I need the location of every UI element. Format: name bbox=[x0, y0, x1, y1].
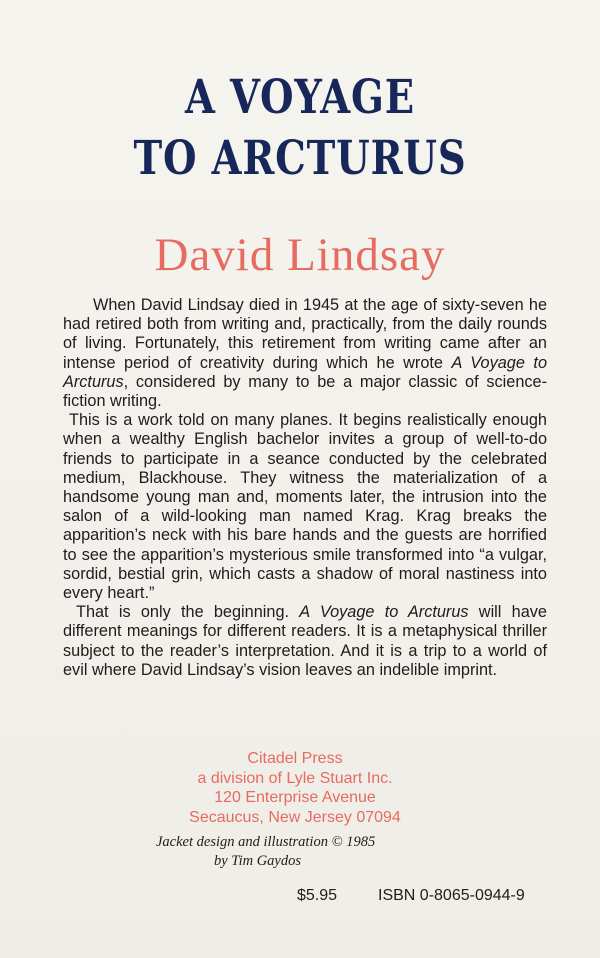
isbn: ISBN 0-8065-0944-9 bbox=[378, 887, 525, 904]
publisher-city: Secaucus, New Jersey 07094 bbox=[189, 808, 401, 826]
blurb-p3-text-b: will have different meanings for different readers. It is a metaphysical thriller subject to the reader’s interpretation. And it is a trip to a world of evil where David Lindsay’s vision leaves an indelible imprint. bbox=[63, 603, 547, 679]
blurb-paragraph-1 bbox=[63, 296, 547, 411]
book-title-line-2: TO ARCTURUS bbox=[133, 131, 467, 186]
publisher-name: Citadel Press bbox=[247, 750, 343, 767]
blurb-p3-text-a: That is only the beginning. bbox=[76, 603, 300, 622]
author-name: David Lindsay bbox=[154, 229, 446, 281]
blurb-p1-book-title: A Voyage to Arcturus bbox=[63, 353, 547, 391]
blurb bbox=[63, 296, 547, 680]
book-title-line-1: A VOYAGE bbox=[185, 70, 415, 125]
jacket-credit bbox=[156, 833, 476, 871]
blurb-paragraph-2: This is a work told on many planes. It begins realistically enough when a wealthy English bachelor invites a group of well-to-do friends to participate in a seance conducted by the celebrated medium, Blackhouse. They witness the materialization of a handsome young man and, moments later, the intrusion into the salon of a wild-looking man named Krag. Krag breaks the apparition’s neck with his bare hands and the guests are horrified to see the apparition’s mysterious smile transformed into “a vulgar, sordid, bestial grin, which casts a shadow of moral nastiness into every heart.” bbox=[63, 411, 547, 603]
publisher-block bbox=[160, 749, 430, 827]
blurb-p3-book-title: A Voyage to Arcturus bbox=[299, 603, 469, 622]
jacket-credit-line-2: by Tim Gaydos bbox=[214, 853, 301, 869]
jacket-credit-line-1: Jacket design and illustration © 1985 bbox=[156, 834, 376, 850]
price: $5.95 bbox=[297, 887, 338, 904]
blurb-paragraph-3 bbox=[63, 603, 547, 680]
blurb-p1-text-a: When David Lindsay died in 1945 at the age of sixty-seven he had retired both from writing and, practically, from the daily rounds of living. Fortunately, this retirement from writing came after an intense period of creativity during which he wrote bbox=[63, 296, 547, 372]
blurb-p1-text-b: , considered by many to be a major classic of science-fiction writing. bbox=[63, 372, 547, 411]
publisher-division: a division of Lyle Stuart Inc. bbox=[197, 769, 393, 787]
publisher-street: 120 Enterprise Avenue bbox=[214, 789, 376, 806]
